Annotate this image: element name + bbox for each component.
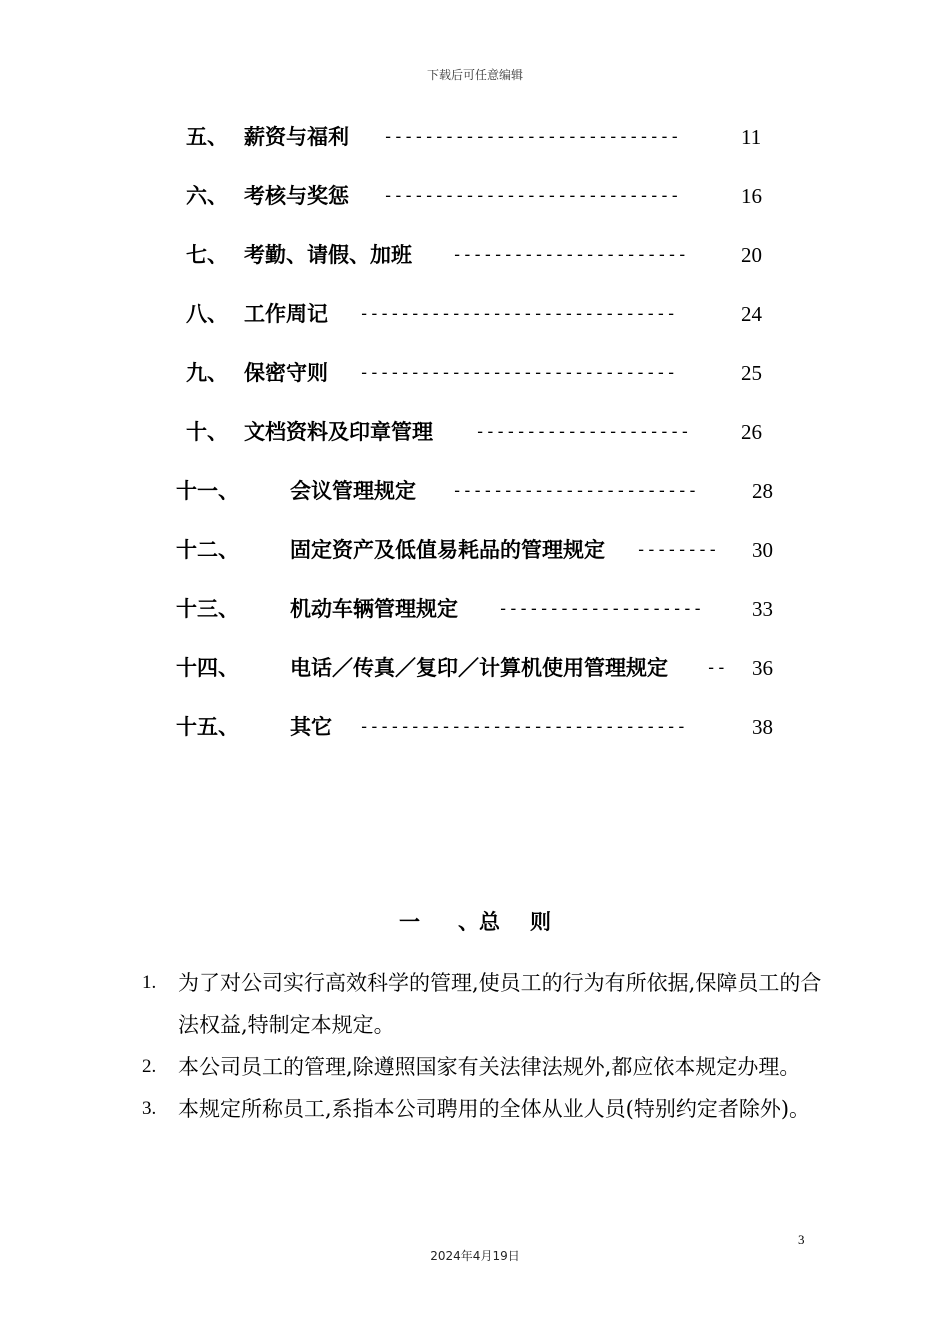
toc-number: 五、 xyxy=(186,125,228,149)
toc-row[interactable] xyxy=(0,417,950,447)
toc-leader: ----------------------------- xyxy=(383,127,680,147)
toc-row[interactable] xyxy=(0,122,950,152)
toc-leader: --------------------- xyxy=(475,422,690,442)
toc-row[interactable] xyxy=(0,476,950,506)
toc-page: 30 xyxy=(752,538,773,562)
toc-page: 26 xyxy=(741,420,762,444)
toc-page: 38 xyxy=(752,715,773,739)
toc-leader: -------------------- xyxy=(498,599,703,619)
toc-leader: ----------------------------- xyxy=(383,186,680,206)
toc-leader: -- xyxy=(706,658,727,678)
list-marker: 1. xyxy=(142,972,157,993)
list-item xyxy=(142,1046,822,1088)
toc-page: 33 xyxy=(752,597,773,621)
list-item-text: 为了对公司实行高效科学的管理,使员工的行为有所依据,保障员工的合法权益,特制定本规定。 xyxy=(178,971,822,1037)
toc-row[interactable] xyxy=(0,181,950,211)
toc-leader: -------------------------------- xyxy=(359,717,687,737)
toc-row[interactable] xyxy=(0,712,950,742)
toc-number: 六、 xyxy=(186,184,228,208)
toc-leader: -------- xyxy=(636,540,718,560)
toc-page: 24 xyxy=(741,302,762,326)
toc-number: 十四、 xyxy=(176,656,239,680)
toc-page: 20 xyxy=(741,243,762,267)
toc-title: 其它 xyxy=(290,715,332,739)
header-note: 下载后可任意编辑 xyxy=(426,68,523,82)
toc-leader: ------------------------------- xyxy=(359,304,677,324)
toc-row[interactable] xyxy=(0,594,950,624)
toc-number: 八、 xyxy=(186,302,228,326)
toc-page: 16 xyxy=(741,184,762,208)
toc-row[interactable] xyxy=(0,299,950,329)
page-number: 3 xyxy=(798,1232,805,1247)
toc-row[interactable] xyxy=(0,358,950,388)
toc-leader: ------------------------------- xyxy=(359,363,677,383)
toc-page: 36 xyxy=(752,656,773,680)
toc-title: 机动车辆管理规定 xyxy=(290,597,458,621)
toc-number: 十、 xyxy=(186,420,228,444)
toc-number: 十五、 xyxy=(176,715,239,739)
toc-title: 工作周记 xyxy=(244,302,328,326)
toc-number: 十三、 xyxy=(176,597,239,621)
toc-leader: ------------------------ xyxy=(452,481,698,501)
toc-number: 九、 xyxy=(186,361,228,385)
section-heading-part: 、总 xyxy=(458,910,500,934)
section-heading xyxy=(0,906,950,936)
toc-title: 固定资产及低值易耗品的管理规定 xyxy=(290,538,605,562)
toc-leader: ----------------------- xyxy=(452,245,688,265)
footer-date: 2024年4月19日 xyxy=(430,1249,520,1263)
toc-title: 电话／传真／复印／计算机使用管理规定 xyxy=(290,656,668,680)
section-heading-part: 一 xyxy=(399,910,420,934)
toc-row[interactable] xyxy=(0,240,950,270)
toc-title: 保密守则 xyxy=(244,361,328,385)
section-heading-part: 则 xyxy=(530,910,551,934)
numbered-list xyxy=(142,962,822,1130)
list-item-text: 本公司员工的管理,除遵照国家有关法律法规外,都应依本规定办理。 xyxy=(178,1055,801,1079)
toc-page: 28 xyxy=(752,479,773,503)
list-item-text: 本规定所称员工,系指本公司聘用的全体从业人员(特别约定者除外)。 xyxy=(178,1097,811,1121)
toc-title: 会议管理规定 xyxy=(290,479,416,503)
list-marker: 3. xyxy=(142,1098,157,1119)
toc-row[interactable] xyxy=(0,653,950,683)
toc-page: 11 xyxy=(741,125,762,149)
toc-number: 十二、 xyxy=(176,538,239,562)
toc-page: 25 xyxy=(741,361,762,385)
list-item xyxy=(142,1088,822,1130)
list-marker: 2. xyxy=(142,1056,157,1077)
toc-title: 考核与奖惩 xyxy=(244,184,349,208)
list-item xyxy=(142,962,822,1046)
toc-row[interactable] xyxy=(0,535,950,565)
toc-number: 十一、 xyxy=(176,479,239,503)
toc-title: 薪资与福利 xyxy=(244,125,349,149)
toc-title: 考勤、请假、加班 xyxy=(244,243,412,267)
toc-number: 七、 xyxy=(186,243,228,267)
toc-title: 文档资料及印章管理 xyxy=(244,420,433,444)
